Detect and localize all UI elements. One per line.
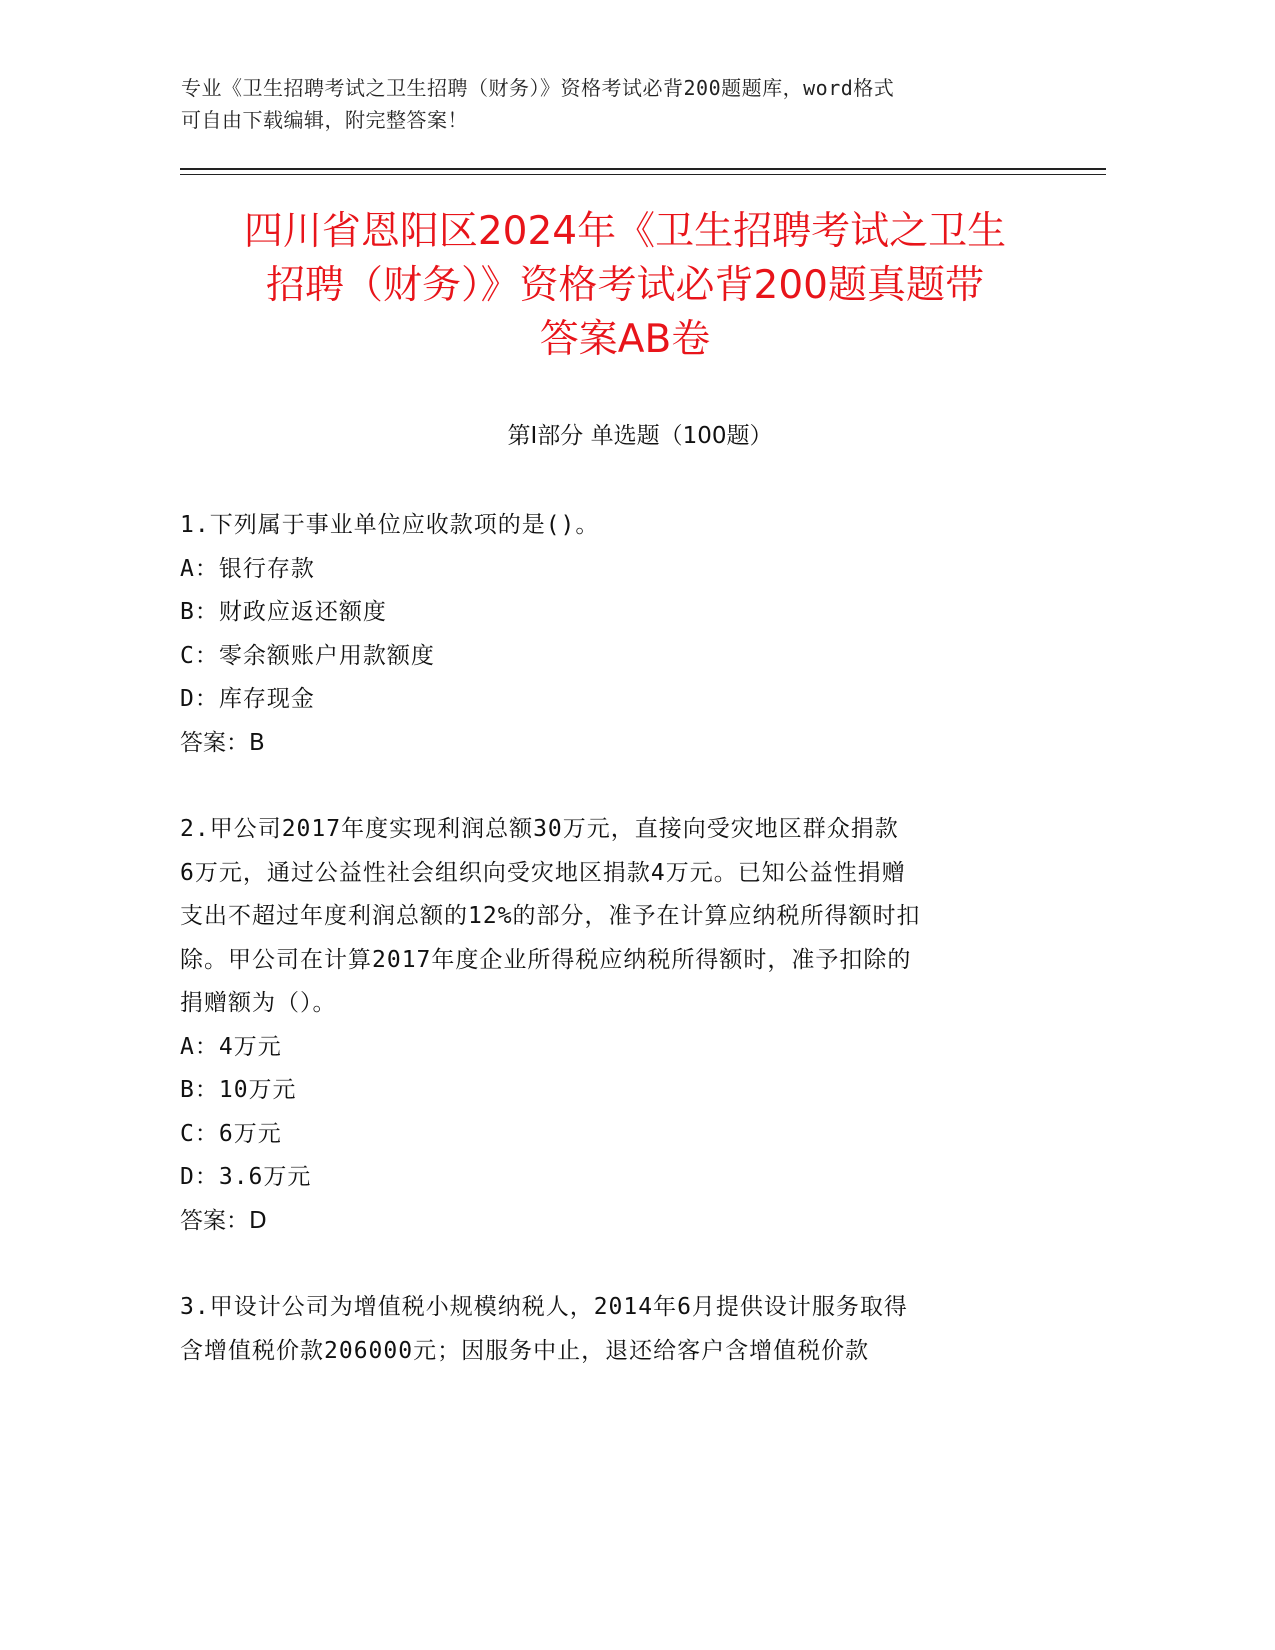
document-title-line-3: 答案AB卷 <box>539 317 711 362</box>
question-stem-line-5: 捐赠额为（）。 <box>180 990 337 1016</box>
header-rule-thick <box>180 168 1106 170</box>
header-note-line-2: 可自由下载编辑，附完整答案！ <box>181 108 468 132</box>
question-stem: 1.下列属于事业单位应收款项的是()。 <box>180 512 600 538</box>
option-d: D：库存现金 <box>180 686 315 712</box>
question-stem-line-1: 2.甲公司2017年度实现利润总额30万元，直接向受灾地区群众捐款 <box>180 816 899 842</box>
option-a: A：银行存款 <box>180 555 315 582</box>
answer: 答案：B <box>180 729 265 756</box>
document-title-line-2: 招聘（财务）》资格考试必背200题真题带 <box>266 263 984 308</box>
document-title-line-1: 四川省恩阳区2024年《卫生招聘考试之卫生 <box>243 209 1007 254</box>
option-d: D：3.6万元 <box>180 1164 312 1190</box>
question-1 <box>180 504 1060 765</box>
question-stem-line-1: 3.甲设计公司为增值税小规模纳税人，2014年6月提供设计服务取得 <box>180 1294 908 1320</box>
question-stem-line-2: 含增值税价款206000元；因服务中止，退还给客户含增值税价款 <box>180 1337 870 1364</box>
header-note-line-1: 专业《卫生招聘考试之卫生招聘（财务）》资格考试必背200题题库，word格式 <box>181 76 895 100</box>
answer: 答案：D <box>180 1207 267 1234</box>
question-stem-line-4: 除。甲公司在计算2017年度企业所得税应纳税所得额时，准予扣除的 <box>180 946 912 973</box>
option-c: C：6万元 <box>180 1120 282 1147</box>
question-stem-line-3: 支出不超过年度利润总额的12%的部分，准予在计算应纳税所得额时扣 <box>180 903 921 929</box>
option-b: B：10万元 <box>180 1077 297 1103</box>
option-b: B：财政应返还额度 <box>180 599 387 625</box>
document-title <box>160 205 1090 367</box>
question-3 <box>180 1286 1060 1373</box>
question-stem-line-2: 6万元，通过公益性社会组织向受灾地区捐款4万元。已知公益性捐赠 <box>180 859 906 886</box>
header-rule-thin <box>180 174 1106 175</box>
option-c: C：零余额账户用款额度 <box>180 642 435 669</box>
header-note <box>181 72 1061 136</box>
section-heading: 第Ⅰ部分 单选题（100题） <box>507 423 773 449</box>
question-2 <box>180 808 1060 1243</box>
option-a: A：4万元 <box>180 1033 282 1060</box>
